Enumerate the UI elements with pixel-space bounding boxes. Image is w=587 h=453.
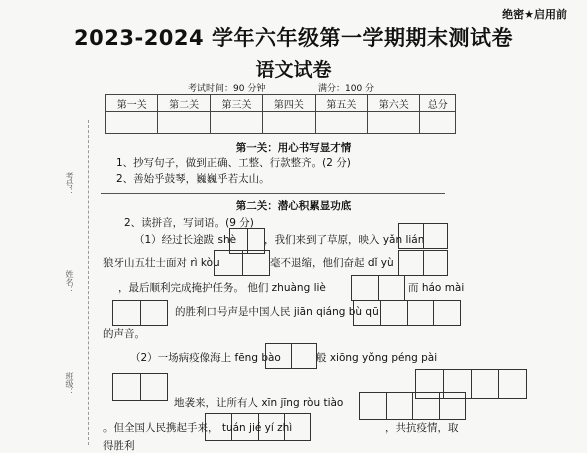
exam-number-label: 考号： bbox=[65, 172, 74, 196]
pinyin-text: 毫不退缩，他们奋起 dǐ yù bbox=[270, 257, 394, 269]
score-table-blank-row bbox=[106, 112, 456, 134]
exam-subtitle: 语文试卷 bbox=[255, 59, 332, 81]
pinyin-text: 而 háo mài bbox=[408, 282, 465, 294]
score-cell[interactable] bbox=[315, 112, 367, 134]
score-header-cell: 第六关 bbox=[368, 95, 420, 112]
pinyin-text: （2）一场病疫像海上 fēng bào bbox=[130, 352, 281, 364]
pinyin-text: ，我们来到了草原，映入 yǎn lián bbox=[264, 234, 425, 246]
score-cell[interactable] bbox=[106, 112, 158, 134]
section1-title: 第一关：用心书写显才情 bbox=[235, 142, 352, 154]
score-cell[interactable] bbox=[368, 112, 420, 134]
answer-grid[interactable] bbox=[112, 373, 168, 401]
score-header-cell: 总分 bbox=[420, 95, 456, 112]
name-label: 姓名： bbox=[65, 270, 74, 294]
score-header-cell: 第四关 bbox=[263, 95, 315, 112]
score-cell[interactable] bbox=[210, 112, 262, 134]
pinyin-text: ，最后顺利完成掩护任务。 他们 zhuàng liè bbox=[118, 282, 326, 294]
score-cell[interactable] bbox=[420, 112, 456, 134]
exam-time: 考试时间：90 分钟 bbox=[188, 84, 266, 94]
answer-grid[interactable] bbox=[353, 300, 461, 326]
section2-title: 第二关：潜心积累显功底 bbox=[235, 200, 352, 212]
full-score: 满分：100 分 bbox=[318, 84, 375, 94]
score-cell[interactable] bbox=[263, 112, 315, 134]
answer-grid[interactable] bbox=[398, 250, 448, 276]
score-header-cell: 第五关 bbox=[315, 95, 367, 112]
score-cell[interactable] bbox=[158, 112, 210, 134]
answer-grid[interactable] bbox=[112, 300, 168, 326]
writing-line[interactable] bbox=[101, 193, 445, 194]
pinyin-text: 的声音。 bbox=[103, 328, 145, 340]
score-table-header-row bbox=[106, 95, 456, 112]
score-header-cell: 第三关 bbox=[210, 95, 262, 112]
pinyin-text: （1）经过长途跋 shè bbox=[134, 234, 237, 246]
pinyin-text: ，共抗疫情，取 bbox=[385, 422, 459, 434]
score-header-cell: 第一关 bbox=[106, 95, 158, 112]
section1-instruction: 1、抄写句子，做到正确、工整、行款整齐。(2 分) bbox=[116, 157, 351, 169]
answer-grid[interactable] bbox=[359, 392, 466, 420]
answer-grid[interactable] bbox=[214, 250, 270, 276]
pinyin-text: 地袭来，让所有人 xīn jīng ròu tiào bbox=[174, 397, 344, 409]
pinyin-text: 得胜利 bbox=[103, 440, 135, 452]
answer-grid[interactable] bbox=[398, 223, 448, 249]
score-table bbox=[105, 94, 456, 134]
binding-line bbox=[88, 120, 89, 445]
section2-instruction: 2、读拼音，写词语。(9 分) bbox=[124, 217, 254, 229]
pinyin-text: 的胜利口号声是中国人民 jiān qiáng bù qū bbox=[175, 306, 379, 318]
section1-sentence: 2、善始乎鼓琴，巍巍乎若太山。 bbox=[116, 173, 270, 185]
pinyin-text: 狼牙山五壮士面对 rì kòu bbox=[103, 257, 220, 269]
pinyin-text: 般 xiōng yǒng péng pài bbox=[316, 352, 438, 364]
exam-title: 2023-2024 学年六年级第一学期期末测试卷 bbox=[74, 26, 513, 50]
pinyin-text: 。但全国人民携起手来， tuán jié yí zhì bbox=[103, 422, 293, 434]
score-header-cell: 第二关 bbox=[158, 95, 210, 112]
answer-grid[interactable] bbox=[265, 343, 317, 369]
confidential-label: 绝密★启用前 bbox=[502, 8, 567, 21]
class-label: 班级： bbox=[65, 372, 74, 396]
answer-grid[interactable] bbox=[351, 275, 405, 301]
